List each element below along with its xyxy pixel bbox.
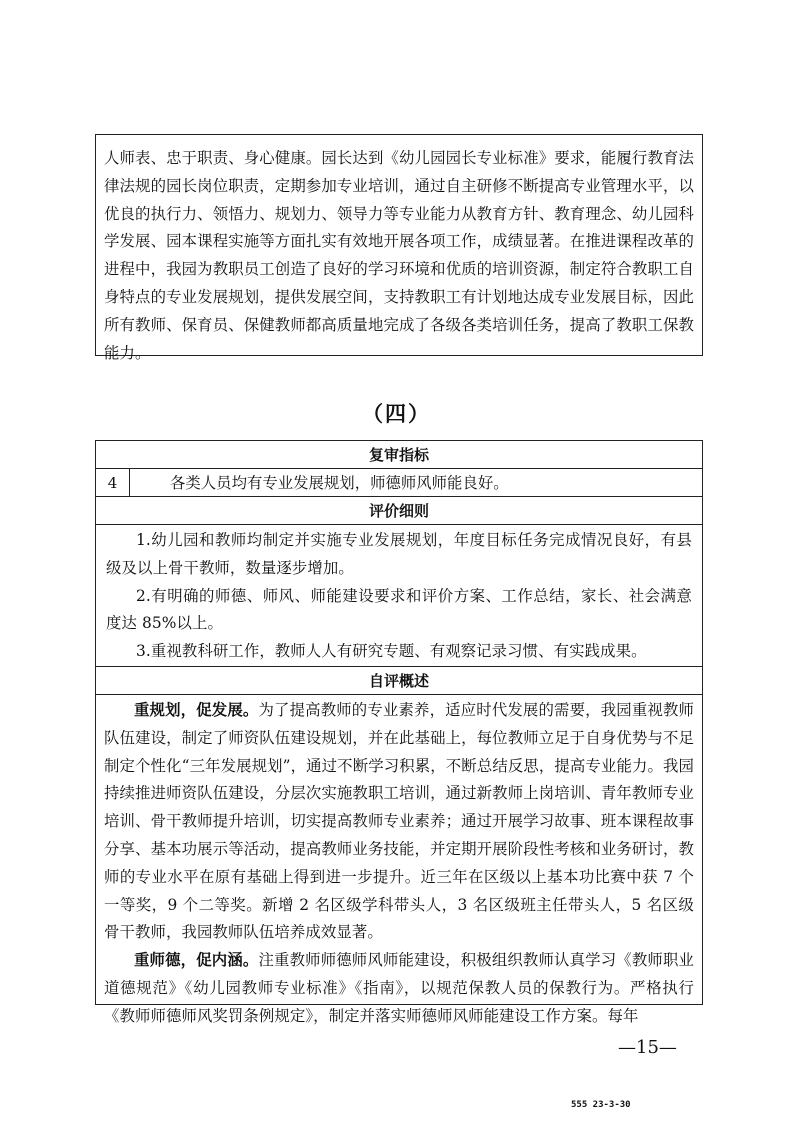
evaluation-table — [95, 440, 703, 1025]
criteria-item: 1.幼儿园和教师均制定并实施专业发展规划，年度目标任务完成情况良好，有县级及以上骨干教师，数量逐步增加。 — [106, 531, 692, 577]
page-number: —15— — [618, 1037, 677, 1058]
summary-cell — [96, 695, 702, 1031]
previous-paragraph: 人师表、忠于职责、身心健康。园长达到《幼儿园园长专业标准》要求，能履行教育法律法规的园长岗位职责，定期参加专业培训，通过自主研修不断提高专业管理水平，以优良的执行力、领悟力、规划力、领导力等专业能力从教育方针、教育理念、幼儿园科学发展、园本课程实施等方面扎实有效地开展各项工作，成绩显著。在推进课程改革的进程中，我园为教职员工创造了良好的学习环境和优质的培训资源，制定符合教职工自身特点的专业发展规划，提供发展空间，支持教职工有计划地达成专业发展目标，因此所有教师、保育员、保健教师都高质量地完成了各级各类培训任务，提高了教职工保教能力。 — [104, 149, 694, 362]
section-title: （四） — [362, 401, 431, 426]
print-stamp: 555 23-3-30 — [571, 1100, 631, 1110]
criteria-item: 2.有明确的师德、师风、师能建设要求和评价方案、工作总结，家长、社会满意度达 85%以上。 — [106, 586, 692, 633]
summary-paragraph — [104, 697, 694, 947]
review-indicator-header: 复审指标 — [96, 441, 702, 469]
summary-text: 为了提高教师的专业素养，适应时代发展的需要，我园重视教师队伍建设，制定了师资队伍建设规划，并在此基础上，每位教师立足于自身优势与不足制定个性化“三年发展规划”，通过不断学习积累，不断总结反思，提高专业能力。我园持续推进师资队伍建设，分层次实施教职工培训，通过新教师上岗培训、青年教师专业培训、骨干教师提升培训，切实提高教师专业素养；通过开展学习故事、班本课程故事分享、基本功展示等活动，提高教师业务技能，并定期开展阶段性考核和业务研讨，教师的专业水平在原有基础上得到进一步提升。近三年在区级以上基本功比赛中获 7 个一等奖，9 个二等奖。新增 2 名区级学科带头人，3 名区级班主任带头人，5 名区级骨干教师，我园教师队伍培养成效显著。 — [104, 700, 694, 942]
indicator-number: 4 — [96, 469, 130, 496]
summary-lead: 重规划，促发展。 — [134, 700, 259, 719]
summary-lead: 重师德，促内涵。 — [134, 951, 259, 970]
criteria-item: 3.重视教科研工作，教师人人有研究专题、有观察记录习惯、有实践成果。 — [136, 642, 647, 661]
summary-header: 自评概述 — [96, 667, 702, 695]
criteria-header: 评价细则 — [96, 497, 702, 525]
summary-paragraph — [104, 947, 694, 1030]
indicator-text: 各类人员均有专业发展规划，师德师风师能良好。 — [170, 474, 509, 492]
indicator-row — [96, 469, 702, 497]
previous-text-box — [95, 134, 703, 362]
summary-text: 注重教师师德师风师能建设，积极组织教师认真学习《教师职业道德规范》《幼儿园教师专业标准》《指南》，以规范保教人员的保教行为。严格执行《教师师德师风奖罚条例规定》，制定并落实师德师风师能建设工作方案。每年 — [104, 951, 694, 1025]
criteria-cell — [96, 525, 702, 667]
